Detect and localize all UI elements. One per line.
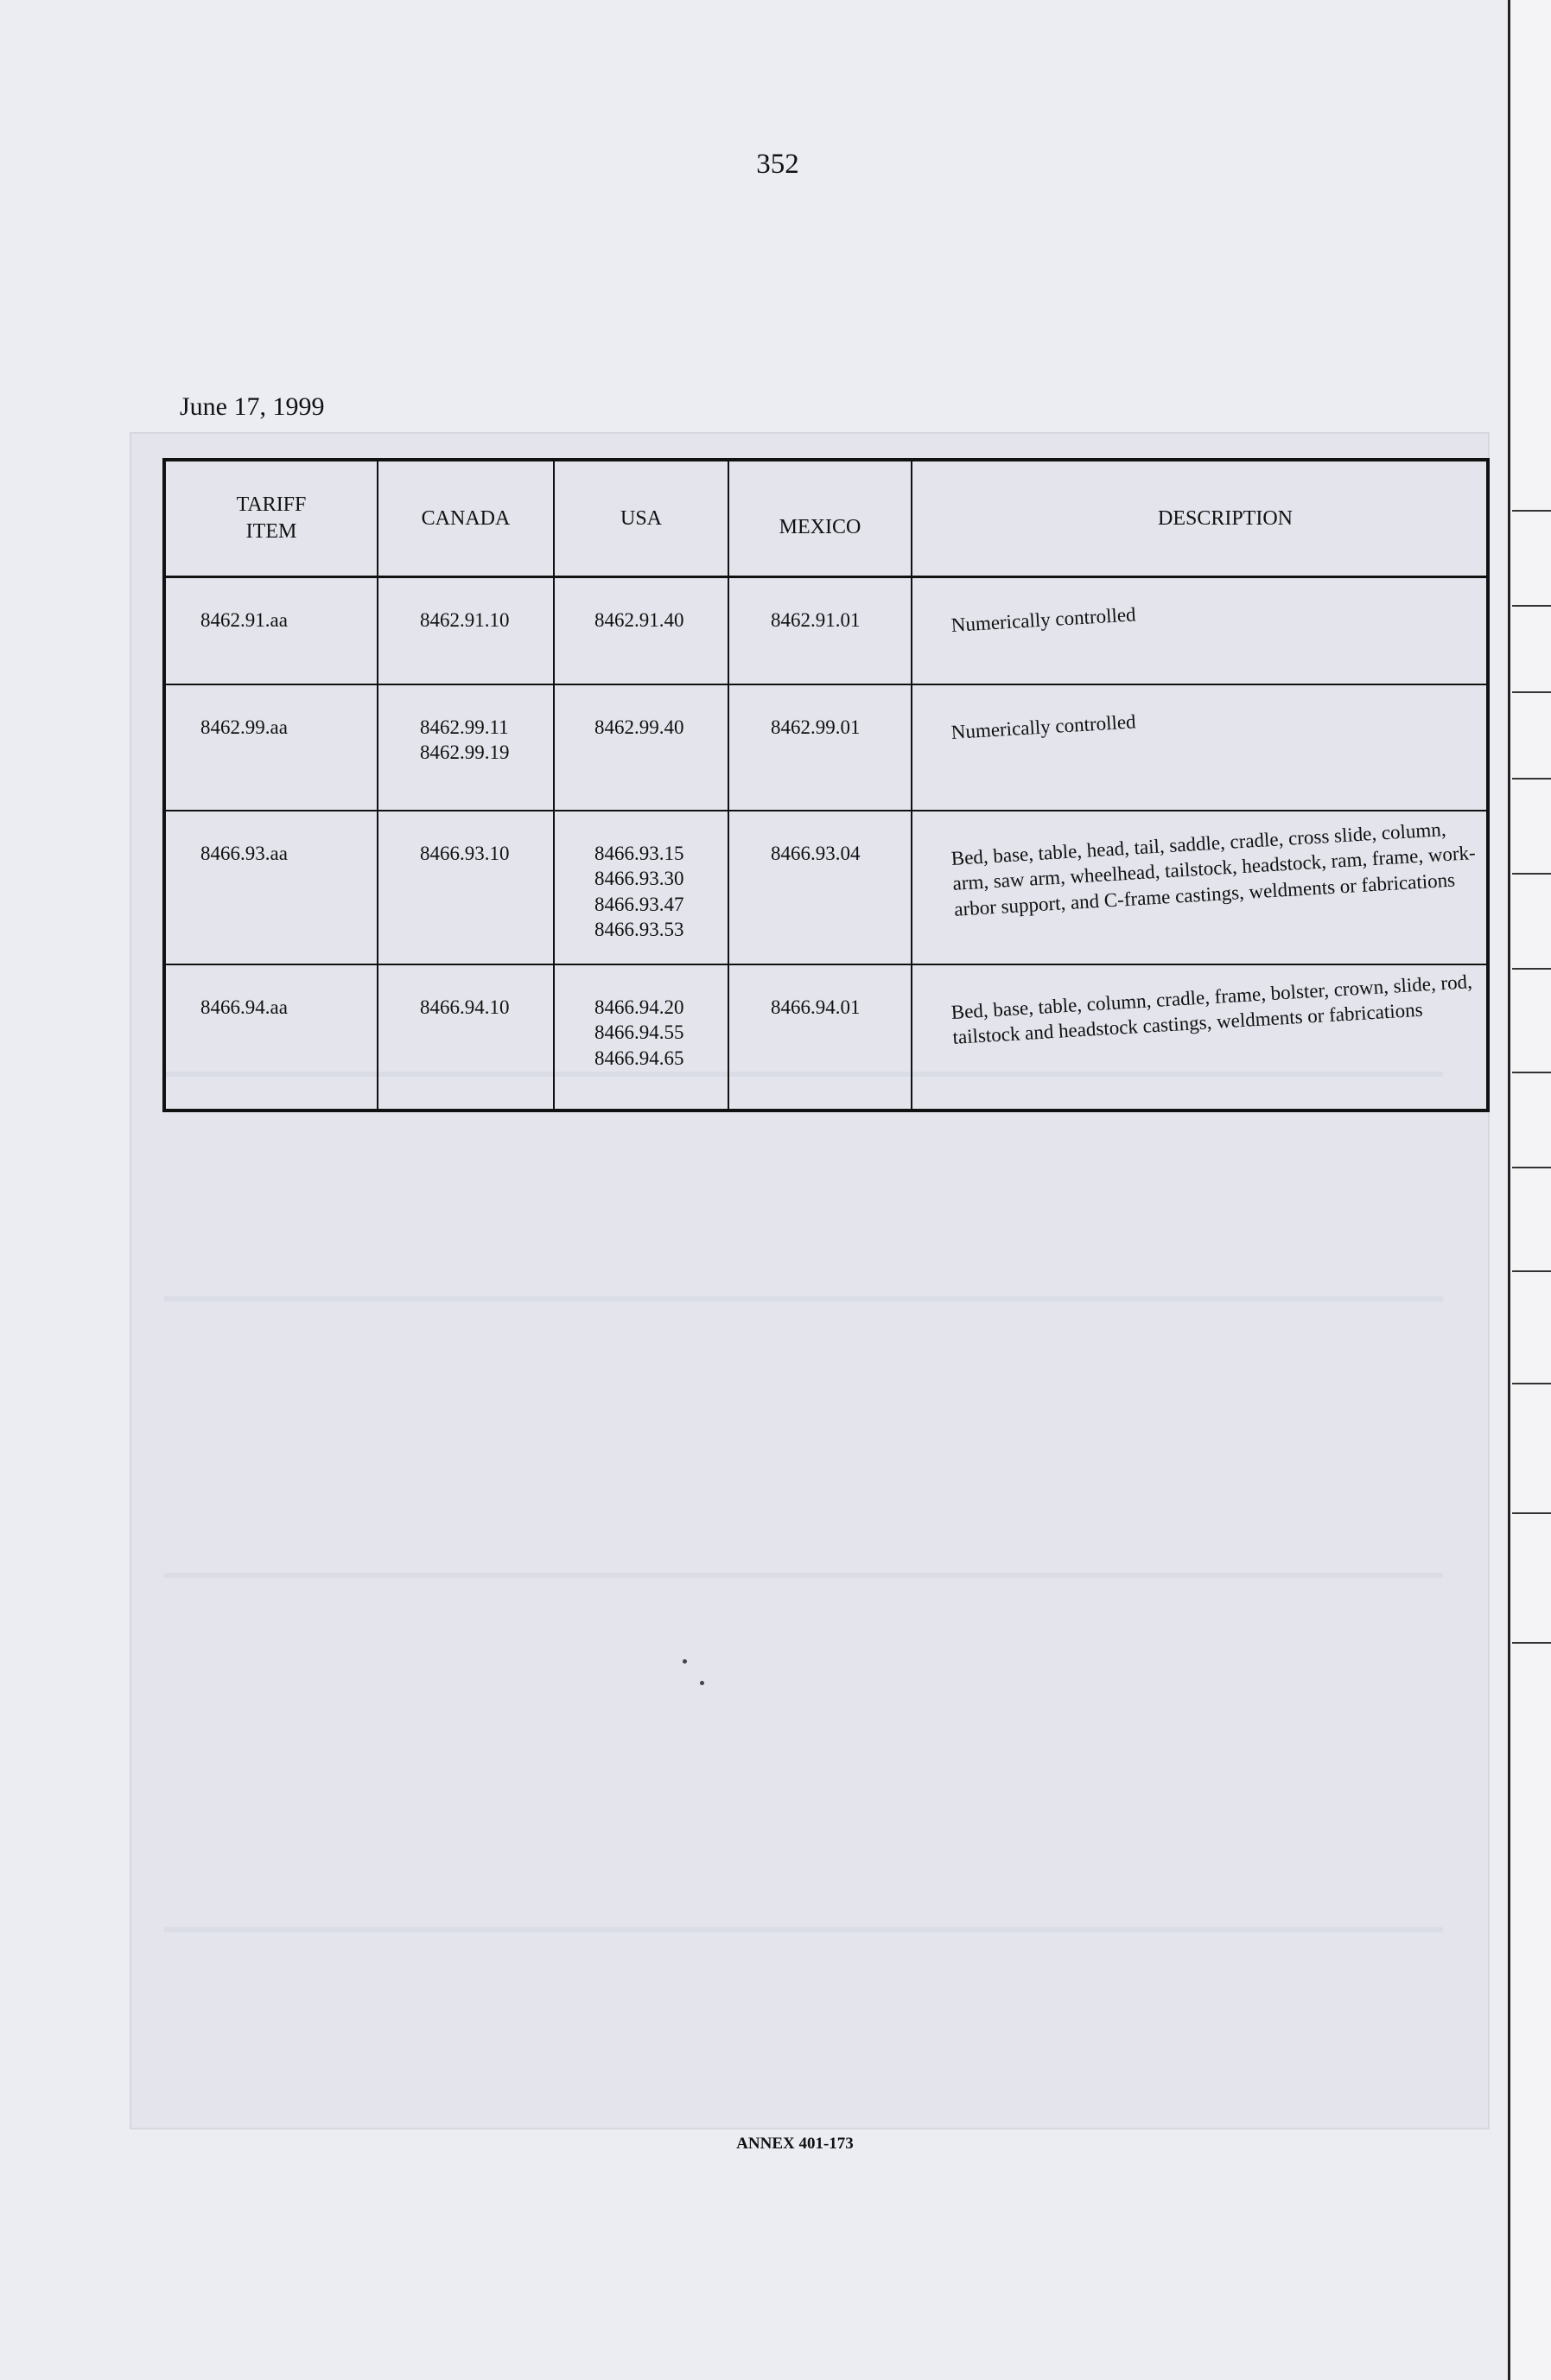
canada-cell: 8462.99.11 8462.99.19	[378, 684, 554, 811]
tariff-item-cell: 8466.94.aa	[164, 964, 378, 1110]
table-row	[164, 684, 1488, 811]
document-date: June 17, 1999	[180, 392, 325, 421]
mexico-cell: 8466.93.04	[728, 811, 912, 964]
annex-footer: ANNEX 401-173	[736, 2135, 854, 2153]
tariff-item-cell: 8466.93.aa	[164, 811, 378, 964]
show-through-band	[164, 1573, 1443, 1578]
dust-speck	[683, 1659, 687, 1664]
table-row	[164, 811, 1488, 964]
mexico-cell: 8466.94.01	[728, 964, 912, 1110]
table-row	[164, 577, 1488, 685]
table-row	[164, 964, 1488, 1110]
mexico-cell: 8462.99.01	[728, 684, 912, 811]
canada-cell: 8462.91.10	[378, 577, 554, 685]
tariff-item-cell: 8462.99.aa	[164, 684, 378, 811]
page-number: 352	[756, 149, 799, 180]
adjacent-page-edge	[1508, 0, 1551, 2380]
description-cell: Numerically controlled	[912, 684, 1488, 811]
usa-cell: 8466.93.15 8466.93.30 8466.93.47 8466.93.53	[554, 811, 728, 964]
tariff-table	[162, 458, 1490, 1112]
header-description: DESCRIPTION	[912, 460, 1488, 577]
header-mexico: MEXICO	[728, 460, 912, 577]
show-through-band	[164, 1296, 1443, 1301]
header-tariff-item: TARIFF ITEM	[164, 460, 378, 577]
usa-cell: 8466.94.20 8466.94.55 8466.94.65	[554, 964, 728, 1110]
description-cell: Numerically controlled	[912, 577, 1488, 685]
table-header-row	[164, 460, 1488, 577]
usa-cell: 8462.99.40	[554, 684, 728, 811]
description-cell: Bed, base, table, column, cradle, frame, bolster, crown, slide, rod, tailstock and headstock castings, weldments or fabrications	[912, 964, 1488, 1110]
description-cell: Bed, base, table, head, tail, saddle, cradle, cross slide, column, arm, saw arm, wheelhead, tailstock, headstock, ram, frame, work-arbor support, and C-frame castings, weldments or fabrications	[912, 811, 1488, 964]
tariff-item-cell: 8462.91.aa	[164, 577, 378, 685]
usa-cell: 8462.91.40	[554, 577, 728, 685]
show-through-band	[164, 1927, 1443, 1932]
mexico-cell: 8462.91.01	[728, 577, 912, 685]
header-usa: USA	[554, 460, 728, 577]
dust-speck	[700, 1681, 704, 1685]
canada-cell: 8466.94.10	[378, 964, 554, 1110]
header-canada: CANADA	[378, 460, 554, 577]
canada-cell: 8466.93.10	[378, 811, 554, 964]
